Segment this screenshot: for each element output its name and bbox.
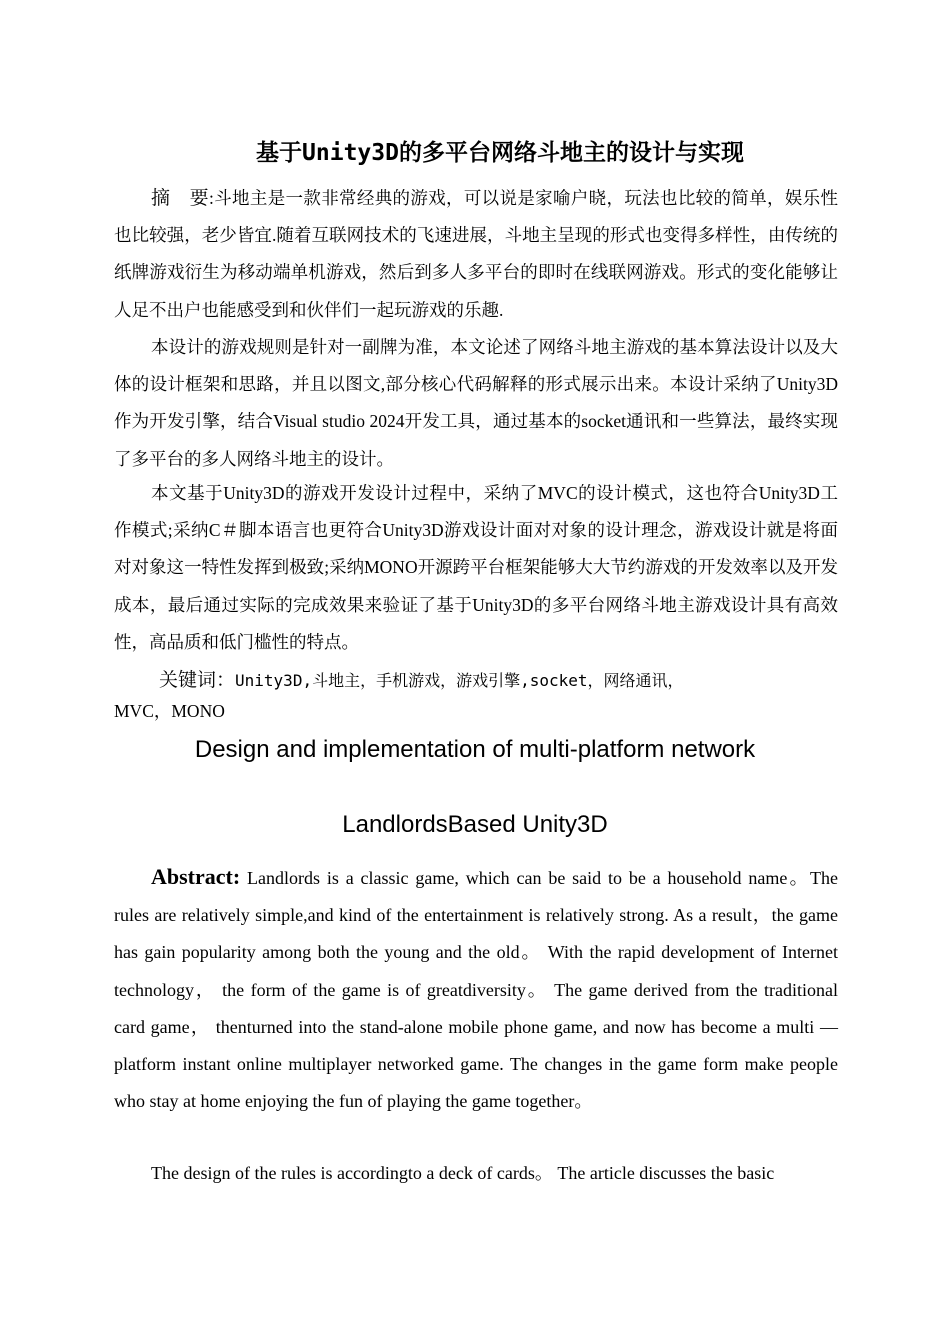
abstract-cn-colon: : [209,188,214,208]
abstract-cn-paragraph-1 [114,180,838,329]
abstract-en-paragraph-1 [114,858,838,1120]
keywords-cn-line-1 [114,665,838,692]
abstract-cn-label: 摘 要 [151,187,209,209]
keywords-cn-text: Unity3D,斗地主，手机游戏，游戏引擎,socket，网络通讯， [235,671,684,690]
keywords-cn-label: 关键词： [159,669,236,691]
abstract-en-label: Abstract: [151,864,241,889]
abstract-cn-paragraph-3: 本文基于Unity3D的游戏开发设计过程中，采纳了MVC的设计模式，这也符合Unity3D工作模式;采纳C＃脚本语言也更符合Unity3D游戏设计面对对象的设计理念，游戏设计就是将面对对象这一特性发挥到极致;采纳MONO开源跨平台框架能够大大节约游戏的开发效率以及开发成本，最后通过实际的完成效果来验证了基于Unity3D的多平台网络斗地主游戏设计具有高效性，高品质和低门槛性的特点。 [114,483,838,652]
abstract-en-text-1: Landlords is a classic game, which can be said to be a household name。The rules are relatively simple,and kind of the entertainment is relatively strong. As a result，the game has gain popularity among both the young and the old。 With the rapid development of Internet technology， the form of the game is of greatdiversity。 The game derived from the traditional card game， thenturned into the stand-alone mobile phone game, and now has become a multi —platform instant online multiplayer networked game. The changes in the game form make people who stay at home enjoying the fun of playing the game together。 [114,868,838,1112]
english-title-line-1: Design and implementation of multi-platform network [194,736,756,763]
keywords-cn-line-2: MVC，MONO [114,701,225,721]
abstract-en-paragraph-2: The design of the rules is accordingto a deck of cards。 The article discusses the basic [151,1163,775,1183]
english-title-line-2: LandlordsBased Unity3D [342,811,608,838]
chinese-title: 基于Unity3D的多平台网络斗地主的设计与实现 [256,140,744,166]
abstract-cn-paragraph-2: 本设计的游戏规则是针对一副牌为准，本文论述了网络斗地主游戏的基本算法设计以及大体的设计框架和思路，并且以图文,部分核心代码解释的形式展示出来。本设计采纳了Unity3D作为开发引擎，结合Visual studio 2024开发工具，通过基本的socket通讯和一些算法，最终实现了多平台的多人网络斗地主的设计。 [114,337,838,469]
abstract-cn-text-1: 斗地主是一款非常经典的游戏，可以说是家喻户晓，玩法也比较的简单，娱乐性也比较强，老少皆宜.随着互联网技术的飞速进展，斗地主呈现的形式也变得多样性，由传统的纸牌游戏衍生为移动端单机游戏，然后到多人多平台的即时在线联网游戏。形式的变化能够让人足不出户也能感受到和伙伴们一起玩游戏的乐趣. [114,188,838,320]
